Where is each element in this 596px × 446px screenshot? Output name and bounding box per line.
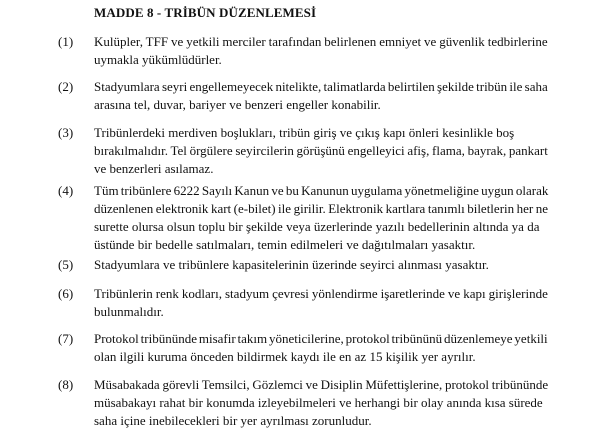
article-text-line: saha içine inebilecekleri bir yer ayrılması zorunludur. bbox=[94, 413, 372, 428]
article-text-line: müsabakayı rahat bir konumda izleyebilmeleri ve herhangi bir olay anında kısa sürede bbox=[94, 395, 543, 410]
article-text-line: bırakılmalıdır. Tel örgülere seyircilerin görüşünü engelleyici afiş, flama, bayrak, pankart bbox=[94, 143, 548, 158]
article-text-line: ve benzerleri asılamaz. bbox=[94, 161, 214, 176]
article-number: (6) bbox=[58, 286, 74, 301]
article-heading: MADDE 8 - TRİBÜN DÜZENLEMESİ bbox=[94, 5, 317, 20]
article-text-line: Protokol tribününde misafir takım yöneticilerine, protokol tribününü düzenlemeye yetkili bbox=[94, 331, 548, 346]
article-number: (2) bbox=[58, 79, 74, 94]
article-text bbox=[94, 376, 548, 430]
article-text-line: surette olursa olsun toplu bir şekilde veya üzerlerinde yazılı bedellerinin altında ya da bbox=[94, 219, 540, 234]
article-text-line: Müsabakada görevli Temsilci, Gözlemci ve Disiplin Müfettişlerine, protokol tribününde bbox=[94, 377, 549, 392]
article-number: (3) bbox=[58, 125, 74, 140]
article-text-line: arasına tel, duvar, bariyer ve benzeri engeller konabilir. bbox=[94, 97, 381, 112]
article-text-line: Kulüpler, TFF ve yetkili merciler tarafından belirlenen emniyet ve güvenlik tedbirlerine bbox=[94, 34, 548, 49]
article-text bbox=[94, 182, 548, 254]
article-text bbox=[94, 33, 548, 69]
article-number: (4) bbox=[58, 183, 74, 198]
article-text-line: Stadyumlara seyri engellemeyecek nitelikte, talimatlarda belirtilen şekilde tribün ile saha bbox=[94, 79, 548, 94]
article-number: (7) bbox=[58, 331, 74, 346]
article-text bbox=[94, 256, 548, 274]
article-text-line: Tüm tribünlere 6222 Sayılı Kanun ve bu Kanunun uygulama yönetmeliğine uygun olarak bbox=[94, 183, 549, 198]
article-text bbox=[94, 285, 548, 321]
article-text-line: Tribünlerdeki merdiven boşlukları, tribün giriş ve çıkış kapı önleri kesinlikle boş bbox=[94, 125, 515, 140]
article-text-line: üstünde bir bedelle satılmaları, temin edilmeleri ve dağıtılmaları yasaktır. bbox=[94, 237, 476, 252]
article-text-line: düzenlenen elektronik kart (e-bilet) ile girilir. Elektronik kartlara tanımlı biletlerin her ne bbox=[94, 201, 549, 216]
article-text-line: bulunmalıdır. bbox=[94, 304, 164, 319]
article-text bbox=[94, 78, 548, 114]
article-number: (8) bbox=[58, 377, 74, 392]
article-text-line: uymakla yükümlüdürler. bbox=[94, 52, 222, 67]
article-text-line: Tribünlerin renk kodları, stadyum çevresi yönlendirme işaretlerinde ve kapı girişlerinde bbox=[94, 286, 548, 301]
article-text-line: Stadyumlara ve tribünlere kapasitelerinin üzerinde seyirci alınması yasaktır. bbox=[94, 257, 489, 272]
article-text-line: olan ilgili kuruma önceden bildirmek kaydı ile en az 15 kişilik yer ayrılır. bbox=[94, 349, 476, 364]
article-text bbox=[94, 330, 548, 366]
article-number: (5) bbox=[58, 257, 74, 272]
article-number: (1) bbox=[58, 34, 74, 49]
article-text bbox=[94, 124, 548, 178]
